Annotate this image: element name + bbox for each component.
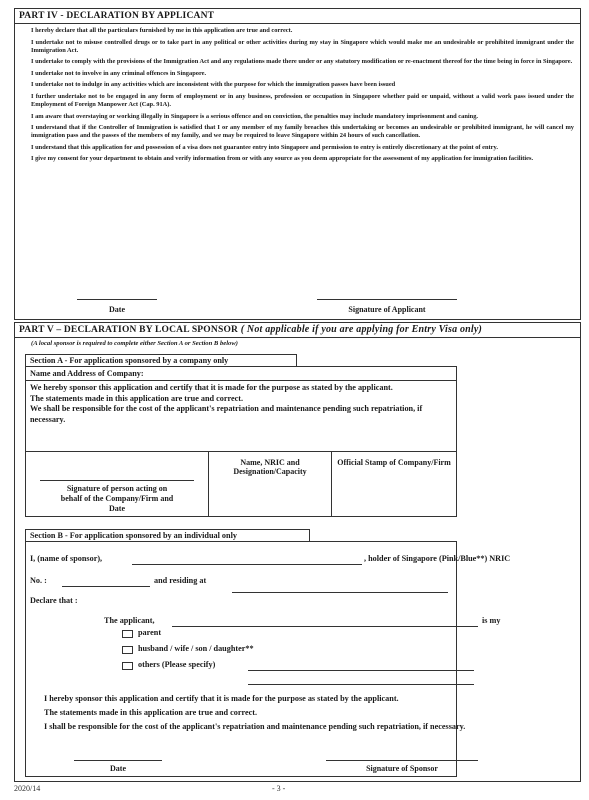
section-a-title: Section A - For application sponsored by a company only [25, 354, 297, 367]
section-a-statement: We hereby sponsor this application and certify that it is made for the purpose as stated by the applicant. [30, 383, 393, 392]
option-husband-wife-son-daughter: husband / wife / son / daughter** [138, 644, 254, 653]
part-iv-title: PART IV - DECLARATION BY APPLICANT [15, 9, 580, 24]
sponsor-name-label: I, (name of sponsor), [30, 554, 103, 563]
applicant-signature-line[interactable] [317, 299, 457, 300]
part-iv-paragraphs [15, 24, 580, 163]
part-v-title-text: PART V – DECLARATION BY LOCAL SPONSOR [19, 325, 239, 335]
sponsor-date-label: Date [110, 764, 126, 773]
applicant-name-line[interactable] [172, 626, 478, 627]
date-line[interactable] [77, 299, 157, 300]
declaration-paragraph: I undertake not to involve in any criminal offences in Singapore. [31, 69, 207, 77]
declaration-paragraph: I undertake not to misuse controlled drugs or to take part in any political or other activities during my stay in Singapore which would make me an undesirable or prohibited immigrant under the Immigration Act. [31, 38, 574, 54]
date-label: Date [109, 305, 125, 314]
section-a-company [25, 366, 457, 517]
section-b-statement: The statements made in this application are true and correct. [44, 708, 258, 717]
part-v-declaration-by-local-sponsor [14, 322, 581, 782]
section-b-title: Section B - For application sponsored by an individual only [25, 529, 310, 542]
nric-holder-label: , holder of Singapore (Pink/Blue**) NRIC [364, 554, 511, 563]
part-v-title-note: ( Not applicable if you are applying for Entry Visa only) [240, 324, 483, 335]
page-number: - 3 - [272, 784, 286, 793]
applicant-signature-row [15, 299, 580, 319]
others-checkbox[interactable] [122, 662, 133, 670]
husband-wife-son-daughter-checkbox[interactable] [122, 646, 133, 654]
company-signature-label: Signature of person acting on behalf of the Company/Firm and Date [60, 484, 174, 513]
option-others: others (Please specify) [138, 660, 216, 669]
declaration-paragraph: I understand that this application for and possession of a visa does not guarantee entry into Singapore and permission to entry is entirely discretionary at the point of entry. [31, 143, 498, 151]
section-b-statement: I hereby sponsor this application and certify that it is made for the purpose as stated by the applicant. [44, 694, 399, 703]
nric-no-line[interactable] [62, 586, 150, 587]
company-signature-line[interactable] [40, 480, 194, 481]
declaration-paragraph: I am aware that overstaying or working illegally in Singapore is a serious offence and on conviction, the penalties may include mandatory imprisonment and caning. [31, 112, 479, 120]
parent-checkbox[interactable] [122, 630, 133, 638]
others-specify-line[interactable] [248, 670, 474, 671]
sponsor-name-line[interactable] [132, 564, 362, 565]
name-nric-designation-label: Name, NRIC and Designation/Capacity [233, 458, 307, 476]
declare-label: Declare that : [30, 596, 78, 605]
company-stamp-column[interactable] [332, 452, 456, 516]
part-v-title [15, 323, 580, 338]
option-parent: parent [138, 628, 162, 637]
sponsor-instruction: (A local sponsor is required to complete either Section A or Section B below) [31, 340, 238, 347]
section-b-individual [25, 541, 511, 777]
sponsor-signature-label: Signature of Sponsor [366, 764, 438, 773]
applicant-signature-label: Signature of Applicant [348, 305, 426, 314]
section-a-signature-columns [26, 451, 456, 516]
declaration-paragraph: I give my consent for your department to obtain and verify information from or with any source as you deem appropriate for the assessment of my application for immigration facilities. [31, 155, 534, 163]
section-a-statement: We shall be responsible for the cost of the applicant's repatriation and maintenance pending such repatriation, if necessary. [30, 404, 423, 424]
section-b-statement: I shall be responsible for the cost of the applicant's repatriation and maintenance pending such repatriation, if necessary. [44, 722, 466, 731]
company-name-address-label[interactable]: Name and Address of Company: [26, 367, 456, 381]
applicant-label: The applicant, [104, 616, 155, 625]
others-specify-line-2[interactable] [248, 684, 474, 685]
address-line[interactable] [232, 592, 448, 593]
declaration-paragraph: I undertake to comply with the provisions of the Immigration Act and any regulations made there under or any statutory modification or re-enactment thereof for the time being in force in Singapore. [31, 58, 573, 66]
company-signature-column[interactable] [26, 452, 208, 516]
declaration-paragraph: I hereby declare that all the particulars furnished by me in this application are true and correct. [31, 27, 293, 34]
sponsor-signature-line[interactable] [326, 760, 478, 761]
section-a-statements [26, 381, 456, 425]
residing-label: and residing at [154, 576, 207, 585]
declaration-paragraph: I undertake not to indulge in any activities which are inconsistent with the purpose for which the immigration passes have been issued [31, 81, 396, 89]
nric-no-label: No. : [30, 576, 47, 585]
declaration-paragraph: I understand that if the Controller of Immigration is satisfied that I or any member of my family breaches this undertaking or becomes an undesirable or prohibited immigrant, he will cancel my immigration pass and the passes of the members of my family, and we may be required to leave Singapore within 24 hours of such cancellation. [31, 124, 574, 140]
is-my-label: is my [482, 616, 501, 625]
part-iv-declaration-by-applicant [14, 8, 581, 320]
section-a-statement: The statements made in this application are true and correct. [30, 393, 244, 403]
form-code: 2020/14 [14, 784, 41, 793]
company-stamp-label: Official Stamp of Company/Firm [337, 458, 451, 467]
name-nric-designation-column[interactable] [208, 452, 332, 516]
declaration-paragraph: I further undertake not to be engaged in any form of employment or in any business, profession or occupation in Singapore whether paid or unpaid, without a valid work pass issued under the Employment of Foreign Manpower Act (Cap. 91A). [31, 92, 574, 108]
sponsor-date-line[interactable] [74, 760, 162, 761]
